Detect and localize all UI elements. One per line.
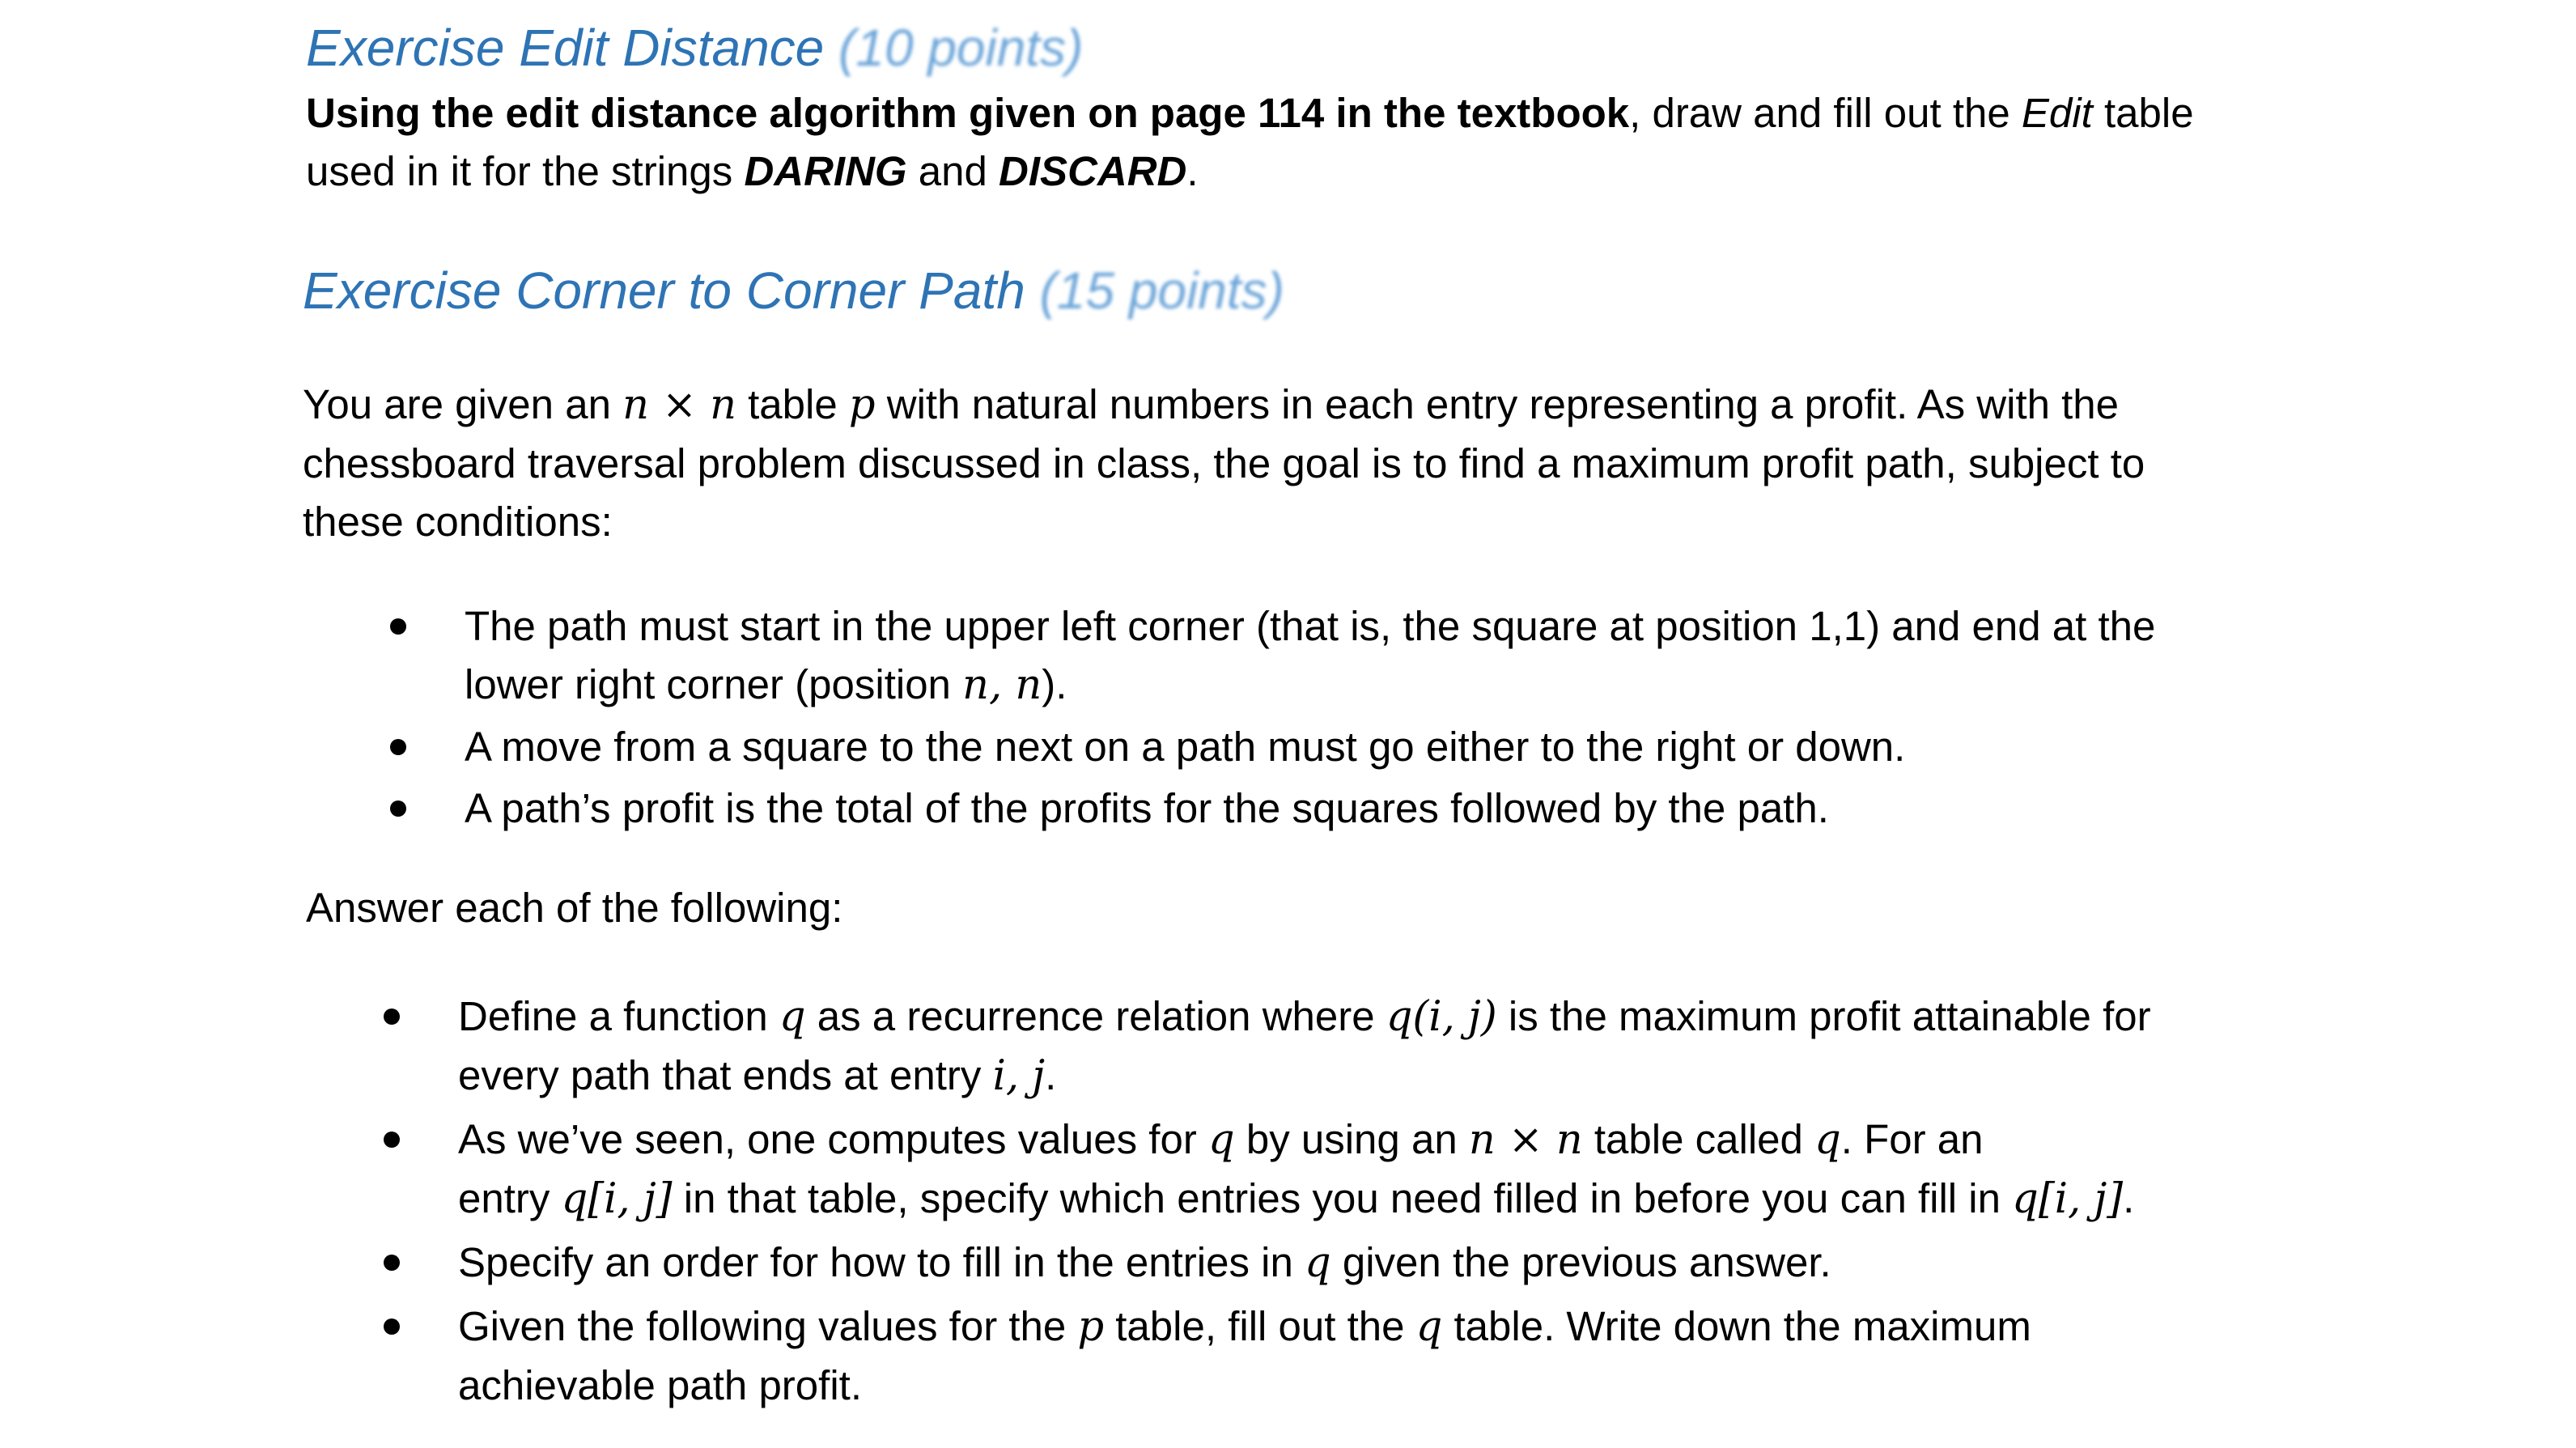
edit-distance-intro-text-c: used in it for the strings xyxy=(306,148,745,194)
q1-line-2a: every path that ends at entry xyxy=(458,1052,993,1098)
condition-item xyxy=(465,597,2407,715)
q4-line-2: achievable path profit. xyxy=(458,1362,862,1408)
bullet-icon xyxy=(390,800,406,817)
bullet-icon xyxy=(384,1255,400,1271)
q1-text-c: is the maximum profit attainable for xyxy=(1496,993,2151,1039)
math-n-times-n: n × n xyxy=(622,381,736,429)
string-discard: DISCARD xyxy=(999,148,1187,194)
math-p: p xyxy=(848,381,876,429)
intro-text-b: table xyxy=(736,381,849,427)
q3-text-a: Specify an order for how to fill in the entries in xyxy=(458,1239,1305,1285)
math-q: q xyxy=(1305,1239,1331,1287)
q4-text-c: table. Write down the maximum xyxy=(1442,1303,2031,1349)
math-q: q xyxy=(1814,1116,1841,1164)
math-q-bracket-ij: q[i, j] xyxy=(561,1175,673,1223)
question-item xyxy=(458,1297,2441,1415)
question-item xyxy=(458,1110,2441,1229)
heading-edit-distance-text: Exercise Edit Distance xyxy=(306,19,825,77)
condition-2: A move from a square to the next on a path must go either to the right or down. xyxy=(465,724,1906,770)
bullet-icon xyxy=(384,1318,400,1335)
math-i-j: i, j xyxy=(992,1052,1046,1100)
q2-text-b: by using an xyxy=(1234,1116,1469,1162)
q3-text-b: given the previous answer. xyxy=(1330,1239,1831,1285)
question-item xyxy=(458,1234,2441,1293)
edit-distance-intro-bold: Using the edit distance algorithm given on page 114 in the textbook xyxy=(306,90,1630,136)
bullet-icon xyxy=(390,618,406,635)
edit-distance-intro-text-a: , draw and fill out the xyxy=(1629,90,2022,136)
bullet-icon xyxy=(390,739,406,755)
heading-edit-distance-points: (10 points) xyxy=(838,19,1084,77)
q2-text-c: table called xyxy=(1582,1116,1815,1162)
q4-text-a: Given the following values for the xyxy=(458,1303,1078,1349)
questions-list xyxy=(458,987,2441,1415)
math-q: q xyxy=(1415,1303,1443,1351)
condition-3: A path’s profit is the total of the profits for the squares followed by the path. xyxy=(465,785,1829,831)
intro-text-c: with natural numbers in each entry representing a profit. As with the xyxy=(875,381,2120,427)
heading-corner-path xyxy=(303,261,1284,321)
edit-distance-intro-text-b: table xyxy=(2092,90,2194,136)
q2-line-2a: entry xyxy=(458,1175,562,1221)
q4-text-b: table, fill out the xyxy=(1104,1303,1416,1349)
q2-line-2b: in that table, specify which entries you need filled in before you can fill in xyxy=(672,1175,2013,1221)
edit-distance-and: and xyxy=(906,148,999,194)
question-item xyxy=(458,987,2441,1106)
answer-intro: Answer each of the following: xyxy=(306,885,843,931)
math-p: p xyxy=(1077,1303,1105,1351)
bullet-icon xyxy=(384,1009,400,1025)
intro-line-3: these conditions: xyxy=(303,499,613,545)
condition-1-line-2b: ). xyxy=(1042,661,1067,707)
q1-line-2b: . xyxy=(1045,1052,1057,1098)
edit-term: Edit xyxy=(2021,90,2093,136)
math-n-times-n: n × n xyxy=(1468,1116,1583,1164)
string-daring: DARING xyxy=(744,148,907,194)
math-n-n: n, n xyxy=(962,661,1042,709)
condition-item xyxy=(465,718,2407,776)
intro-text-a: You are given an xyxy=(303,381,623,427)
math-q: q xyxy=(779,993,806,1041)
heading-corner-path-text: Exercise Corner to Corner Path xyxy=(303,261,1025,320)
q1-text-a: Define a function xyxy=(458,993,779,1039)
condition-1-line-1: The path must start in the upper left corner (that is, the square at position 1,1) and end at the xyxy=(465,603,2156,649)
math-q: q xyxy=(1208,1116,1235,1164)
q2-text-d: . For an xyxy=(1840,1116,1984,1162)
q2-line-2c: . xyxy=(2123,1175,2135,1221)
conditions-list xyxy=(465,597,2407,838)
corner-path-intro xyxy=(303,376,2407,551)
heading-edit-distance xyxy=(306,18,1083,78)
intro-line-2: chessboard traversal problem discussed in class, the goal is to find a maximum profit path, subject to xyxy=(303,440,2145,486)
condition-item xyxy=(465,779,2407,838)
math-q-of-ij: q(i, j) xyxy=(1386,993,1497,1041)
heading-corner-path-points: (15 points) xyxy=(1039,261,1284,320)
edit-distance-paragraph xyxy=(306,84,2329,201)
bullet-icon xyxy=(384,1132,400,1148)
math-q-bracket-ij: q[i, j] xyxy=(2012,1175,2124,1223)
condition-1-line-2a: lower right corner (position xyxy=(465,661,963,707)
q1-text-b: as a recurrence relation where xyxy=(805,993,1386,1039)
edit-distance-period: . xyxy=(1186,148,1199,194)
q2-text-a: As we’ve seen, one computes values for xyxy=(458,1116,1208,1162)
